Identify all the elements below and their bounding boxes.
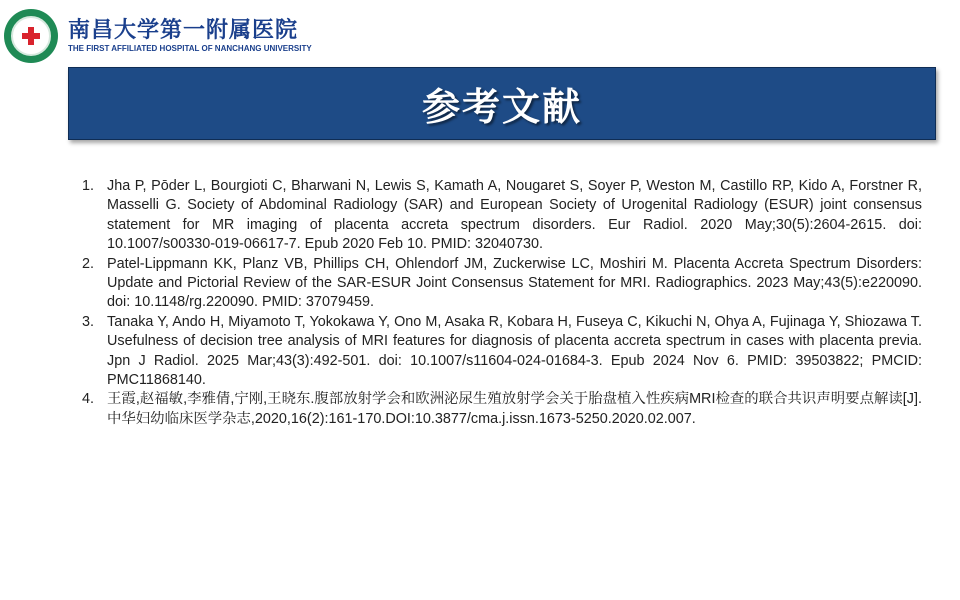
hospital-seal-icon xyxy=(4,9,58,63)
reference-text: Tanaka Y, Ando H, Miyamoto T, Yokokawa Y, Ono M, Asaka R, Kobara H, Fuseya C, Kikuchi N, Ohya A, Fujinaga Y, Shiozawa T. Usefulness of decision tree analysis of MRI features for diagnosis of placenta accreta spectrum in cases with placenta previa. Jpn J Radiol. 2025 Mar;43(3):492-501. doi: 10.1007/s11604-024-01684-3. Epub 2024 Nov 6. PMID: 39503822; PMCID: PMC11868140. xyxy=(107,313,922,389)
hospital-name-cn: 南昌大学第一附属医院 xyxy=(68,17,299,43)
reference-number: 1. xyxy=(82,178,95,194)
reference-number: 3. xyxy=(82,313,95,330)
reference-item xyxy=(82,313,922,391)
reference-item xyxy=(82,177,922,255)
reference-text: Patel-Lippmann KK, Planz VB, Phillips CH, Ohlendorf JM, Zuckerwise LC, Moshiri M. Placenta Accreta Spectrum Disorders: Update and Pictorial Review of the SAR-ESUR Joint Consensus Statement for MRI. Radiographics. 2023 May;43(5):e220090. doi: 10.1148/rg.220090. PMID: 37079459. xyxy=(107,255,922,311)
reference-text: Jha P, Pōder L, Bourgioti C, Bharwani N, Lewis S, Kamath A, Nougaret S, Soyer P, Weston M, Castillo RP, Kido A, Forstner R, Masselli G. Society of Abdominal Radiology (SAR) and European Society of Urogenital Radiology (ESUR) joint consensus statement for MR imaging of placenta accreta spectrum disorders. Eur Radiol. 2020 May;30(5):2604-2615. doi: 10.1007/s00330-019-06617-7. Epub 2020 Feb 10. PMID: 32040730. xyxy=(107,178,922,253)
reference-number: 4. xyxy=(82,391,95,408)
reference-list xyxy=(82,177,922,429)
reference-item xyxy=(82,255,922,313)
hospital-logo xyxy=(4,8,312,64)
reference-item xyxy=(82,390,922,429)
reference-text: 王霞,赵福敏,李雅倩,宁刚,王晓东.腹部放射学会和欧洲泌尿生殖放射学会关于胎盘植入性疾病MRI检查的联合共识声明要点解读[J].中华妇幼临床医学杂志,2020,16(2):161-170.DOI:10.3877/cma.j.issn.1673-5250.2020.02.007. xyxy=(107,391,922,427)
title-banner xyxy=(68,67,936,140)
hospital-name-en: THE FIRST AFFILIATED HOSPITAL OF NANCHANG UNIVERSITY xyxy=(68,44,312,53)
red-cross-icon xyxy=(22,27,40,45)
page-title: 参考文献 xyxy=(421,85,582,129)
reference-number: 2. xyxy=(82,255,95,272)
